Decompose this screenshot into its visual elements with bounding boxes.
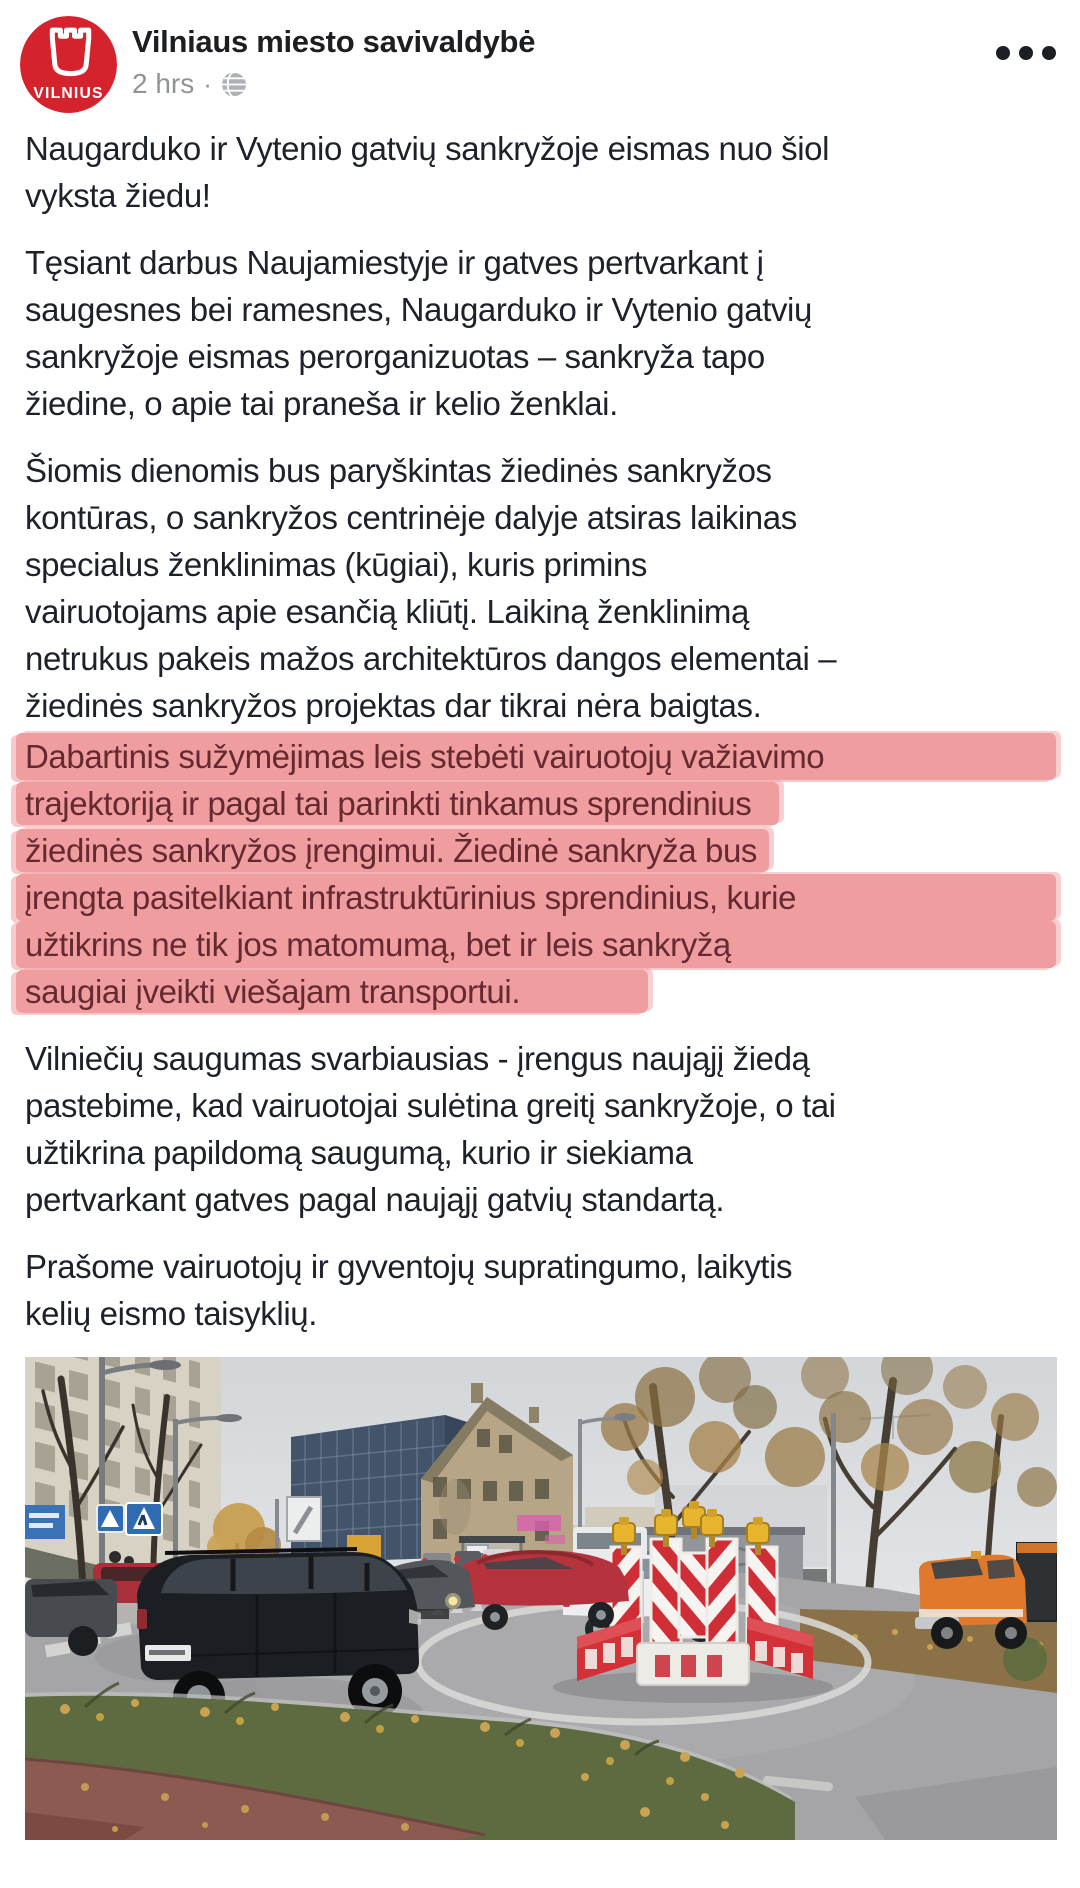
post-text-line: Vilniečių saugumas svarbiausias - įrengus naująjį žiedą bbox=[25, 1040, 810, 1077]
globe-icon bbox=[221, 71, 248, 98]
post-text-line: saugesnes bei ramesnes, Naugarduko ir Vytenio gatvių bbox=[25, 291, 812, 328]
post-text-line: vairuotojams apie esančią kliūtį. Laikiną ženklinimą bbox=[25, 593, 749, 630]
dot-icon bbox=[1042, 46, 1056, 60]
page-avatar[interactable] bbox=[20, 16, 117, 113]
post-paragraph bbox=[25, 1035, 1056, 1223]
post-text-line: žiedinės sankryžos projektas dar tikrai nėra baigtas. bbox=[25, 687, 762, 724]
dot-icon bbox=[1019, 46, 1033, 60]
post-text-line-highlighted: užtikrins ne tik jos matomumą, bet ir leis sankryžą bbox=[16, 921, 1056, 968]
post-text-line: Prašome vairuotojų ir gyventojų supratingumo, laikytis bbox=[25, 1248, 793, 1285]
post-paragraph bbox=[25, 1243, 1056, 1337]
post-text-line: specialus ženklinimas (kūgiai), kuris primins bbox=[25, 546, 648, 583]
striped-panel bbox=[707, 1539, 737, 1643]
post-text-line: Šiomis dienomis bus paryškintas žiedinės sankryžos bbox=[25, 452, 772, 489]
post-text-line: pastebime, kad vairuotojai sulėtina greitį sankryžoje, o tai bbox=[25, 1087, 836, 1124]
street-photo-illustration bbox=[25, 1357, 1057, 1840]
post-text-line-highlighted: saugiai įveikti viešajam transportui. bbox=[25, 968, 1056, 1015]
post-text-line: Naugarduko ir Vytenio gatvių sankryžoje eismas nuo šiol bbox=[25, 130, 830, 167]
post-text-line-highlighted: trajektoriją ir pagal tai parinkti tinkamus sprendinius bbox=[25, 780, 1056, 827]
vilnius-logo-icon bbox=[20, 16, 117, 113]
striped-panel bbox=[651, 1539, 681, 1643]
post-text bbox=[0, 119, 1080, 1337]
post-paragraph bbox=[25, 125, 1056, 219]
post-text-line: Tęsiant darbus Naujamiestyje ir gatves pertvarkant į bbox=[25, 244, 764, 281]
post-text-line: žiedine, o apie tai praneša ir kelio ženklai. bbox=[25, 385, 618, 422]
post-meta bbox=[132, 69, 535, 99]
post-paragraph bbox=[25, 733, 1056, 1015]
post-text-line: pertvarkant gatves pagal naująjį gatvių standartą. bbox=[25, 1181, 725, 1218]
pink-graffiti bbox=[517, 1515, 561, 1531]
post-text-line-highlighted: įrengta pasitelkiant infrastruktūrinius sprendinius, kurie bbox=[16, 874, 1056, 921]
striped-panel bbox=[679, 1553, 707, 1637]
page-title[interactable]: Vilniaus miesto savivaldybė bbox=[132, 24, 536, 59]
post-text-line: kelių eismo taisyklių. bbox=[25, 1295, 317, 1332]
post-text-line: kontūras, o sankryžos centrinėje dalyje atsiras laikinas bbox=[25, 499, 797, 536]
post-text-line: užtikrina papildomą saugumą, kurio ir siekiama bbox=[25, 1134, 693, 1171]
post-photo[interactable] bbox=[25, 1357, 1057, 1840]
dot-icon bbox=[996, 46, 1010, 60]
post-text-line: sankryžoje eismas perorganizuotas – sankryža tapo bbox=[25, 338, 765, 375]
timestamp[interactable]: 2 hrs bbox=[132, 68, 195, 99]
post-text-line-highlighted: Dabartinis sužymėjimas leis stebėti vairuotojų važiavimo bbox=[16, 733, 1056, 780]
post-header bbox=[0, 0, 1080, 119]
post-paragraph bbox=[25, 447, 1056, 729]
post-text-line: netrukus pakeis mažos architektūros dangos elementai – bbox=[25, 640, 837, 677]
meta-separator: · bbox=[203, 69, 212, 99]
post-text-line-highlighted: žiedinės sankryžos įrengimui. Žiedinė sankryža bus bbox=[25, 827, 1056, 874]
more-options-button[interactable] bbox=[996, 16, 1056, 60]
post-paragraph bbox=[25, 239, 1056, 427]
post-text-line: vyksta žiedu! bbox=[25, 177, 211, 214]
avatar-label: VILNIUS bbox=[33, 84, 104, 102]
building-sign bbox=[25, 1505, 65, 1539]
